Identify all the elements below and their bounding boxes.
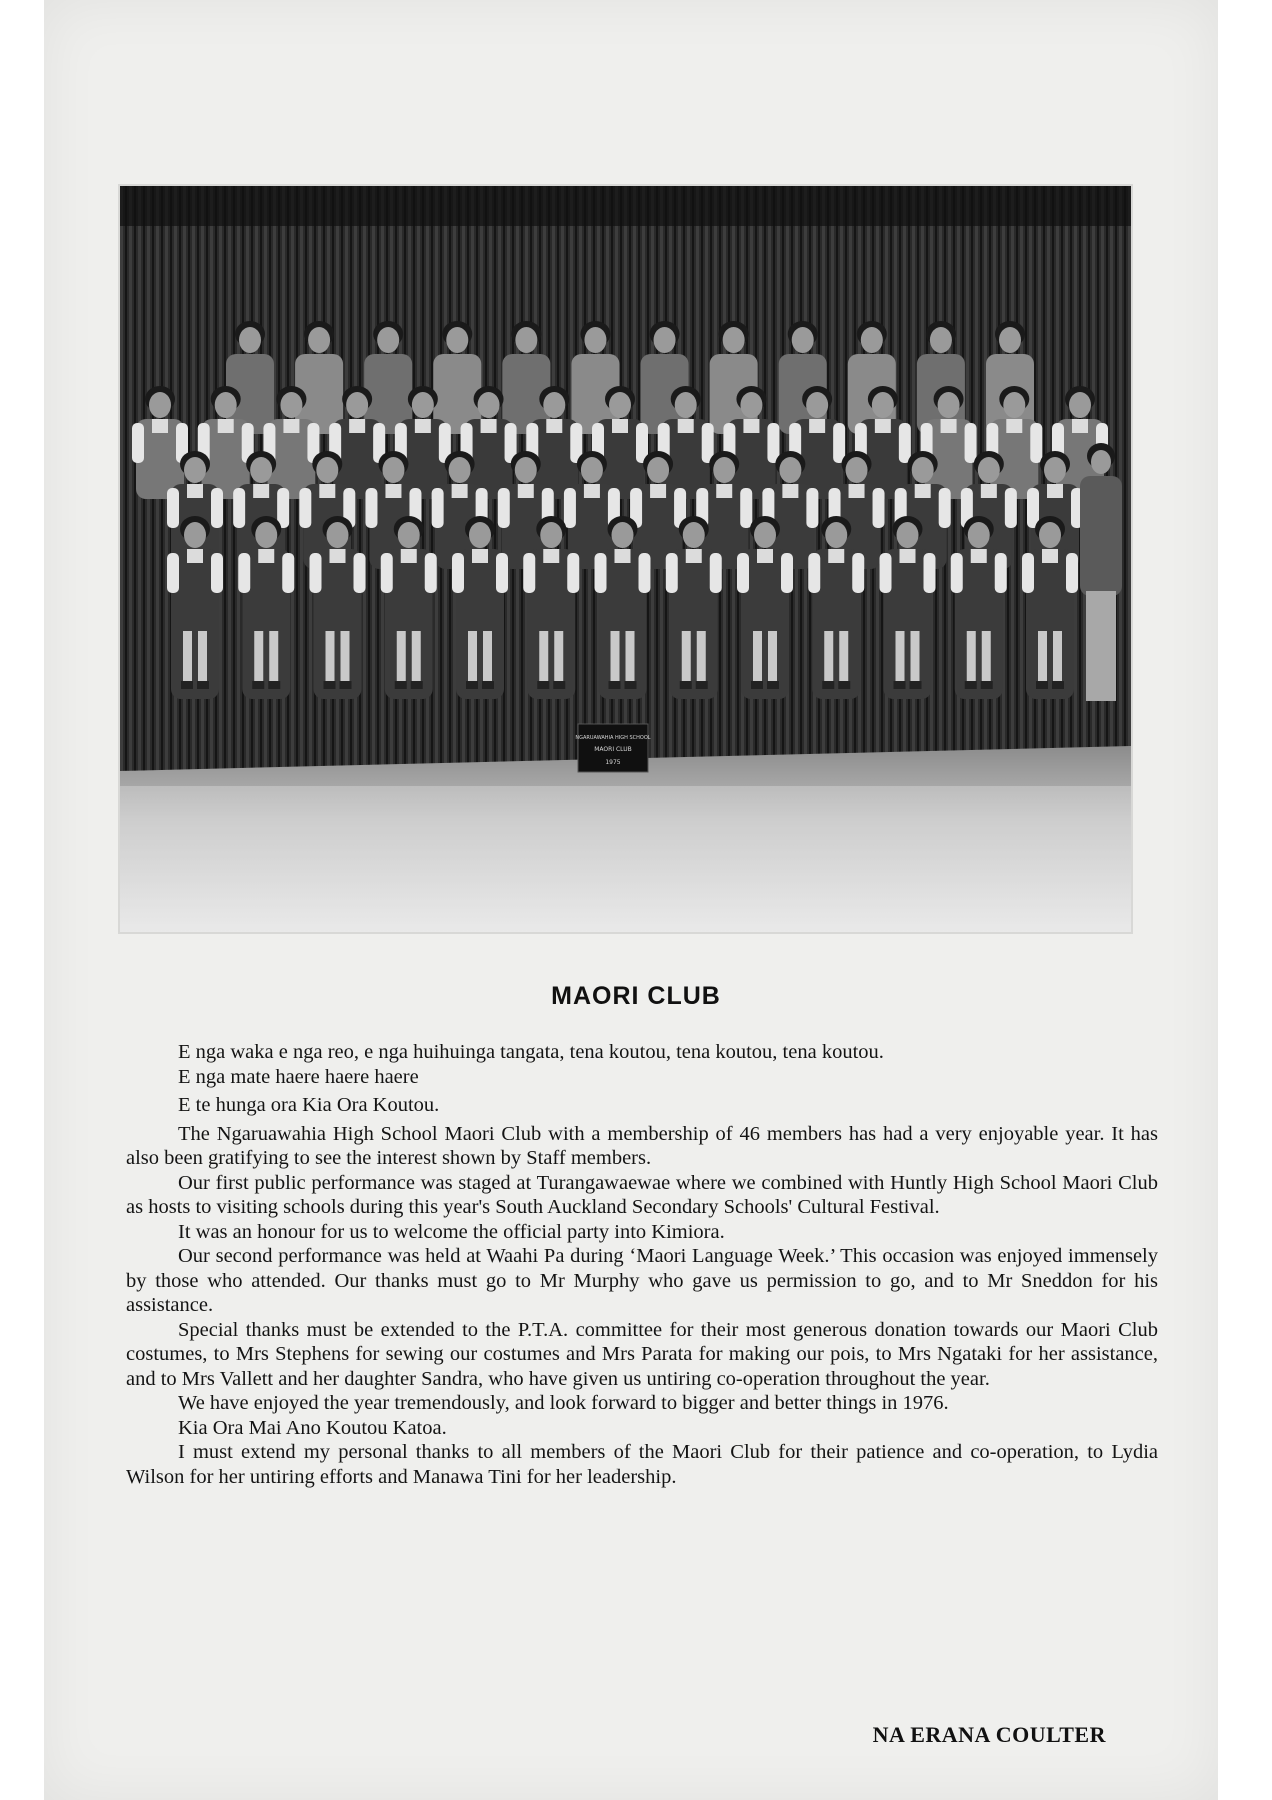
- article-body: [126, 1040, 1158, 1489]
- paragraph-kia-ora: Kia Ora Mai Ano Koutou Katoa.: [178, 1416, 447, 1439]
- caption-board-line-2: MAORI CLUB: [594, 746, 632, 753]
- article-signature: NA ERANA COULTER: [872, 1722, 1106, 1747]
- paragraph-kimiora: It was an honour for us to welcome the official party into Kimiora.: [178, 1220, 725, 1243]
- paragraph-enjoyed: We have enjoyed the year tremendously, and look forward to bigger and better things in 1976.: [178, 1392, 949, 1414]
- caption-board-line-3: 1975: [605, 759, 621, 766]
- paragraph-ora: E te hunga ora Kia Ora Koutou.: [178, 1094, 440, 1116]
- paragraph-mate: E nga mate haere haere haere: [178, 1065, 419, 1088]
- group-photo: [118, 184, 1133, 934]
- teacher-figure: [1080, 443, 1122, 701]
- caption-board-line-1: NGARUAWAHIA HIGH SCHOOL: [575, 735, 651, 741]
- paragraph-membership: The Ngaruawahia High School Maori Club with a membership of 46 members has had a very enjoyable year. It has also been gratifying to see the interest shown by Staff members.: [126, 1122, 1158, 1169]
- paragraph-second-performance: Our second performance was held at Waahi Pa during ‘Maori Language Week.’ This occasion was enjoyed immensely by those who attended. Our thanks must go to Mr Murphy who gave us permission to go, and to Mr Sneddon for his assistance.: [126, 1245, 1158, 1316]
- paragraph-personal-thanks: I must extend my personal thanks to all members of the Maori Club for their patience and co-operation, to Lydia Wilson for her untiring efforts and Manawa Tini for her leadership.: [126, 1441, 1158, 1488]
- paragraph-special-thanks: Special thanks must be extended to the P.T.A. committee for their most generous donation towards our Maori Club costumes, to Mrs Stephens for sewing our costumes and Mrs Parata for making our pois, to Mrs Ngataki for her assistance, and to Mrs Vallett and her daughter Sandra, who have given us untiring co-operation throughout the year.: [126, 1318, 1158, 1390]
- caption-board: [575, 724, 650, 772]
- group-photo-image: [120, 186, 1131, 932]
- article-heading: MAORI CLUB: [551, 982, 721, 1010]
- paragraph-first-performance: Our first public performance was staged at Turangawaewae where we combined with Huntly High School Maori Club as hosts to visiting schools during this year's South Auckland Secondary Schools' Cultural Festival.: [126, 1171, 1158, 1218]
- paragraph-greeting: E nga waka e nga reo, e nga huihuinga tangata, tena koutou, tena koutou, tena koutou.: [178, 1041, 884, 1063]
